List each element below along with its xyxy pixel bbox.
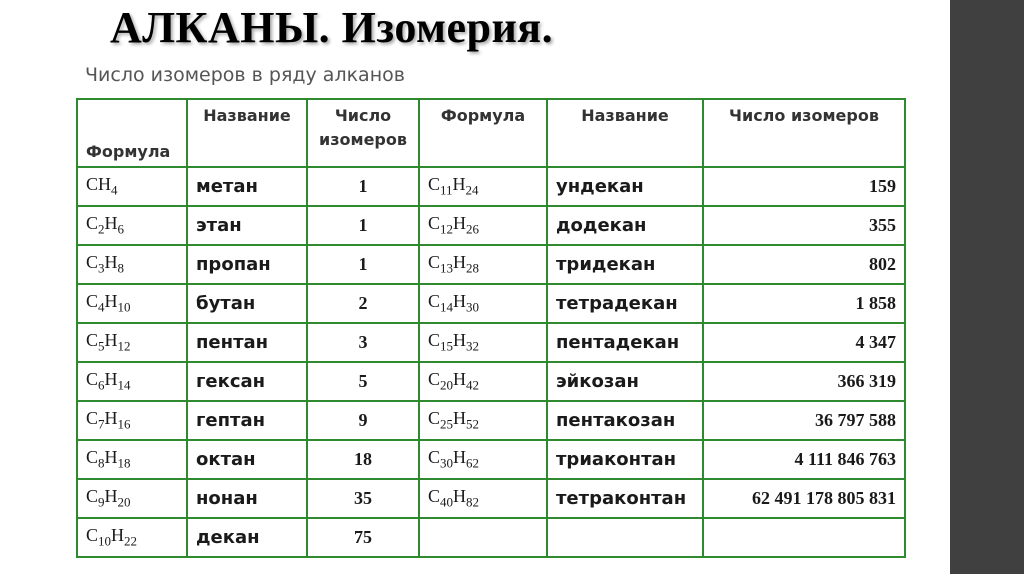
formula-symbol: H bbox=[453, 369, 467, 390]
formula-cell bbox=[77, 284, 187, 323]
formula-subscript: 40 bbox=[440, 494, 454, 510]
formula-symbol: H bbox=[453, 447, 467, 468]
formula-subscript: 26 bbox=[466, 221, 480, 237]
formula-subscript: 20 bbox=[440, 377, 454, 393]
formula-symbol: H bbox=[104, 369, 118, 390]
isomer-count-cell: 355 bbox=[703, 206, 905, 245]
table-row bbox=[77, 245, 905, 284]
formula-cell bbox=[419, 401, 547, 440]
formula-subscript: 8 bbox=[98, 455, 105, 471]
formula-subscript: 10 bbox=[98, 533, 112, 549]
side-bar bbox=[950, 0, 1024, 574]
isomer-count-cell: 1 bbox=[307, 206, 419, 245]
formula-subscript: 52 bbox=[466, 416, 480, 432]
formula-subscript: 30 bbox=[466, 299, 480, 315]
formula-subscript: 15 bbox=[440, 338, 454, 354]
table-row bbox=[77, 167, 905, 206]
formula-symbol: C bbox=[428, 291, 441, 312]
header-row bbox=[77, 99, 905, 167]
formula-subscript: 22 bbox=[124, 533, 138, 549]
formula-subscript: 42 bbox=[466, 377, 480, 393]
isomer-count-cell bbox=[703, 518, 905, 557]
table-row bbox=[77, 479, 905, 518]
name-cell: додекан bbox=[547, 206, 703, 245]
formula-cell bbox=[77, 362, 187, 401]
formula-symbol: C bbox=[86, 525, 99, 546]
formula-subscript: 4 bbox=[111, 182, 118, 198]
formula-symbol: C bbox=[428, 369, 441, 390]
formula-symbol: H bbox=[104, 447, 118, 468]
isomer-count-cell: 2 bbox=[307, 284, 419, 323]
formula-symbol: C bbox=[428, 447, 441, 468]
formula-cell bbox=[419, 362, 547, 401]
formula-symbol: C bbox=[428, 330, 441, 351]
formula-symbol: H bbox=[453, 486, 467, 507]
formula-subscript: 7 bbox=[98, 416, 105, 432]
formula-subscript: 9 bbox=[98, 494, 105, 510]
formula-symbol: H bbox=[111, 525, 125, 546]
table-caption: Число изомеров в ряду алканов bbox=[85, 64, 405, 86]
formula-subscript: 13 bbox=[440, 260, 454, 276]
name-cell: пропан bbox=[187, 245, 307, 284]
formula-subscript: 30 bbox=[440, 455, 454, 471]
name-cell: этан bbox=[187, 206, 307, 245]
isomer-count-cell: 36 797 588 bbox=[703, 401, 905, 440]
formula-subscript: 2 bbox=[98, 221, 105, 237]
formula-subscript: 8 bbox=[117, 260, 125, 276]
formula-symbol: H bbox=[98, 174, 112, 195]
formula-cell bbox=[419, 245, 547, 284]
formula-symbol: C bbox=[428, 174, 441, 195]
formula-subscript: 12 bbox=[440, 221, 454, 237]
formula-symbol: C bbox=[86, 369, 99, 390]
name-cell: ундекан bbox=[547, 167, 703, 206]
formula-symbol: H bbox=[453, 330, 467, 351]
formula-subscript: 32 bbox=[466, 338, 480, 354]
name-cell: триаконтан bbox=[547, 440, 703, 479]
formula-symbol: H bbox=[453, 408, 467, 429]
formula-cell bbox=[419, 167, 547, 206]
formula-cell bbox=[77, 518, 187, 557]
formula-cell bbox=[77, 440, 187, 479]
formula-symbol: H bbox=[104, 330, 118, 351]
table-row bbox=[77, 323, 905, 362]
slide-title: АЛКАНЫ. Изомерия. bbox=[110, 3, 554, 52]
formula-symbol: H bbox=[452, 174, 466, 195]
isomer-count-cell: 1 bbox=[307, 167, 419, 206]
formula-subscript: 25 bbox=[440, 416, 454, 432]
name-cell: пентан bbox=[187, 323, 307, 362]
formula-cell bbox=[77, 401, 187, 440]
table-row bbox=[77, 401, 905, 440]
formula-subscript: 6 bbox=[117, 221, 125, 237]
formula-subscript: 3 bbox=[98, 260, 105, 276]
formula-subscript: 4 bbox=[98, 299, 105, 315]
formula-subscript: 11 bbox=[440, 182, 453, 198]
isomer-count-cell: 1 bbox=[307, 245, 419, 284]
formula-subscript: 18 bbox=[117, 455, 131, 471]
formula-cell bbox=[419, 479, 547, 518]
formula-symbol: H bbox=[104, 252, 118, 273]
formula-symbol: C bbox=[428, 252, 441, 273]
name-cell: пентадекан bbox=[547, 323, 703, 362]
name-cell: октан bbox=[187, 440, 307, 479]
formula-cell bbox=[77, 206, 187, 245]
formula-symbol: C bbox=[86, 408, 99, 429]
header-count-right: Число изомеров bbox=[703, 99, 905, 167]
formula-symbol: C bbox=[86, 252, 99, 273]
header-name-left: Название bbox=[187, 99, 307, 167]
table-row bbox=[77, 362, 905, 401]
formula-symbol: H bbox=[104, 486, 118, 507]
isomer-count-cell: 18 bbox=[307, 440, 419, 479]
formula-symbol: C bbox=[86, 486, 99, 507]
formula-cell bbox=[77, 167, 187, 206]
formula-cell bbox=[77, 245, 187, 284]
isomer-count-cell: 3 bbox=[307, 323, 419, 362]
header-name-right: Название bbox=[547, 99, 703, 167]
name-cell: гексан bbox=[187, 362, 307, 401]
isomer-count-cell: 159 bbox=[703, 167, 905, 206]
isomer-count-cell: 9 bbox=[307, 401, 419, 440]
name-cell: нонан bbox=[187, 479, 307, 518]
isomer-count-cell: 5 bbox=[307, 362, 419, 401]
formula-symbol: H bbox=[453, 252, 467, 273]
formula-cell bbox=[419, 518, 547, 557]
formula-cell bbox=[419, 206, 547, 245]
isomer-count-cell: 35 bbox=[307, 479, 419, 518]
formula-symbol: H bbox=[453, 213, 467, 234]
formula-subscript: 16 bbox=[117, 416, 131, 432]
formula-subscript: 12 bbox=[117, 338, 131, 354]
formula-cell bbox=[419, 284, 547, 323]
isomer-count-cell: 366 319 bbox=[703, 362, 905, 401]
formula-symbol: C bbox=[428, 408, 441, 429]
name-cell bbox=[547, 518, 703, 557]
formula-subscript: 6 bbox=[98, 377, 105, 393]
formula-symbol: H bbox=[104, 408, 118, 429]
formula-symbol: H bbox=[453, 291, 467, 312]
formula-subscript: 82 bbox=[466, 494, 480, 510]
name-cell: гептан bbox=[187, 401, 307, 440]
name-cell: тридекан bbox=[547, 245, 703, 284]
isomers-table bbox=[76, 98, 906, 558]
formula-subscript: 5 bbox=[98, 338, 105, 354]
isomer-count-cell: 4 111 846 763 bbox=[703, 440, 905, 479]
formula-symbol: H bbox=[104, 213, 118, 234]
isomer-count-cell: 802 bbox=[703, 245, 905, 284]
formula-subscript: 24 bbox=[465, 182, 479, 198]
formula-symbol: C bbox=[86, 330, 99, 351]
isomer-count-cell: 62 491 178 805 831 bbox=[703, 479, 905, 518]
formula-subscript: 28 bbox=[466, 260, 480, 276]
formula-symbol: C bbox=[428, 213, 441, 234]
table-row bbox=[77, 518, 905, 557]
formula-symbol: C bbox=[86, 174, 99, 195]
isomer-count-cell: 4 347 bbox=[703, 323, 905, 362]
formula-symbol: C bbox=[428, 486, 441, 507]
formula-symbol: H bbox=[104, 291, 118, 312]
name-cell: пентакозан bbox=[547, 401, 703, 440]
header-formula-right: Формула bbox=[419, 99, 547, 167]
isomer-count-cell: 75 bbox=[307, 518, 419, 557]
formula-subscript: 20 bbox=[117, 494, 131, 510]
formula-subscript: 14 bbox=[117, 377, 131, 393]
formula-subscript: 62 bbox=[466, 455, 480, 471]
table-row bbox=[77, 284, 905, 323]
name-cell: бутан bbox=[187, 284, 307, 323]
table-row bbox=[77, 206, 905, 245]
name-cell: тетраконтан bbox=[547, 479, 703, 518]
header-count-left: Число изомеров bbox=[307, 99, 419, 167]
formula-symbol: C bbox=[86, 291, 99, 312]
name-cell: декан bbox=[187, 518, 307, 557]
formula-symbol: C bbox=[86, 447, 99, 468]
formula-cell bbox=[419, 323, 547, 362]
formula-subscript: 14 bbox=[440, 299, 454, 315]
formula-cell bbox=[77, 479, 187, 518]
formula-symbol: C bbox=[86, 213, 99, 234]
name-cell: эйкозан bbox=[547, 362, 703, 401]
formula-cell bbox=[77, 323, 187, 362]
table-row bbox=[77, 440, 905, 479]
header-formula-left: Формула bbox=[77, 99, 187, 167]
isomer-count-cell: 1 858 bbox=[703, 284, 905, 323]
name-cell: тетрадекан bbox=[547, 284, 703, 323]
formula-cell bbox=[419, 440, 547, 479]
name-cell: метан bbox=[187, 167, 307, 206]
formula-subscript: 10 bbox=[117, 299, 131, 315]
